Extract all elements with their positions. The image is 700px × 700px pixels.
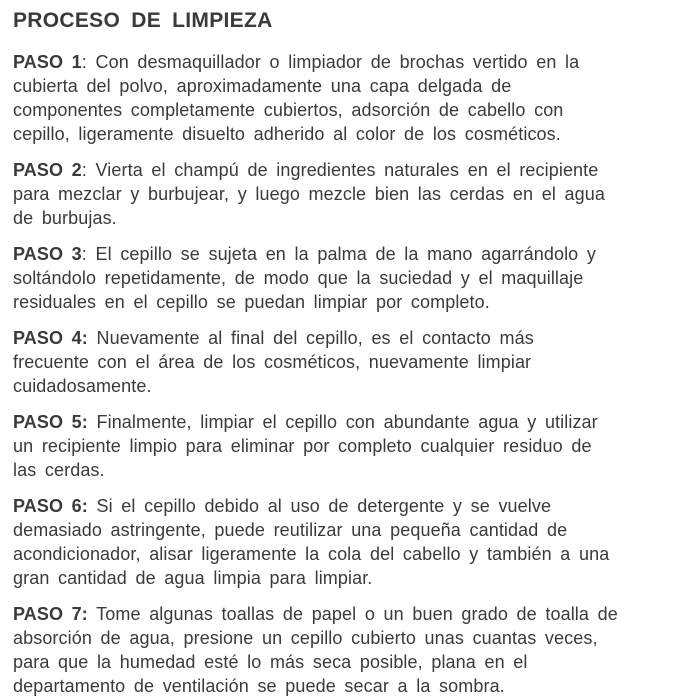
step-line: acondicionador, alisar ligeramente la cola del cabello y también a una — [13, 544, 610, 564]
step-line: absorción de agua, presione un cepillo cubierto unas cuantas veces, — [13, 628, 598, 648]
step-label: PASO 1 — [13, 52, 82, 72]
step-first-line — [13, 494, 690, 518]
step-line: Vierta el champú de ingredientes naturales en el recipiente — [95, 160, 599, 180]
step-line: las cerdas. — [13, 460, 105, 480]
step-label: PASO 7: — [13, 604, 88, 624]
step-first-line — [13, 326, 690, 350]
step-label: PASO 6: — [13, 496, 88, 516]
step-7 — [13, 602, 690, 698]
step-line: cepillo, ligeramente disuelto adherido al color de los cosméticos. — [13, 124, 561, 144]
steps-list — [13, 50, 690, 698]
step-line: de burbujas. — [13, 208, 117, 228]
step-1 — [13, 50, 690, 146]
step-line: un recipiente limpio para eliminar por completo cualquier residuo de — [13, 436, 592, 456]
step-line: componentes completamente cubiertos, adsorción de cabello con — [13, 100, 564, 120]
step-line: para que la humedad esté lo más seca posible, plana en el — [13, 652, 528, 672]
step-colon: : — [81, 52, 87, 72]
step-line: cuidadosamente. — [13, 376, 152, 396]
step-first-line — [13, 158, 690, 182]
step-colon: : — [81, 244, 87, 264]
step-line: Nuevamente al final del cepillo, es el contacto más — [96, 328, 534, 348]
step-3 — [13, 242, 690, 314]
step-first-line — [13, 410, 690, 434]
step-first-line — [13, 602, 690, 626]
step-label: PASO 2 — [13, 160, 82, 180]
step-line: gran cantidad de agua limpia para limpiar. — [13, 568, 373, 588]
step-line: residuales en el cepillo se puedan limpiar por completo. — [13, 292, 490, 312]
step-line: soltándolo repetidamente, de modo que la suciedad y el maquillaje — [13, 268, 584, 288]
step-line: departamento de ventilación se puede secar a la sombra. — [13, 676, 505, 696]
step-line: demasiado astringente, puede reutilizar una pequeña cantidad de — [13, 520, 568, 540]
step-line: cubierta del polvo, aproximadamente una capa delgada de — [13, 76, 512, 96]
step-6 — [13, 494, 690, 590]
step-2 — [13, 158, 690, 230]
step-colon: : — [81, 160, 87, 180]
step-4 — [13, 326, 690, 398]
step-line: Con desmaquillador o limpiador de brochas vertido en la — [95, 52, 580, 72]
step-label: PASO 4: — [13, 328, 88, 348]
step-line: para mezclar y burbujear, y luego mezcle bien las cerdas en el agua — [13, 184, 606, 204]
step-label: PASO 5: — [13, 412, 88, 432]
step-first-line — [13, 242, 690, 266]
page-title: PROCESO DE LIMPIEZA — [13, 9, 273, 32]
step-label: PASO 3 — [13, 244, 82, 264]
step-line: El cepillo se sujeta en la palma de la mano agarrándolo y — [95, 244, 596, 264]
step-first-line — [13, 50, 690, 74]
step-line: Tome algunas toallas de papel o un buen grado de toalla de — [96, 604, 618, 624]
step-line: frecuente con el área de los cosméticos, nuevamente limpiar — [13, 352, 532, 372]
step-line: Si el cepillo debido al uso de detergente y se vuelve — [96, 496, 552, 516]
step-line: Finalmente, limpiar el cepillo con abundante agua y utilizar — [96, 412, 598, 432]
step-5 — [13, 410, 690, 482]
